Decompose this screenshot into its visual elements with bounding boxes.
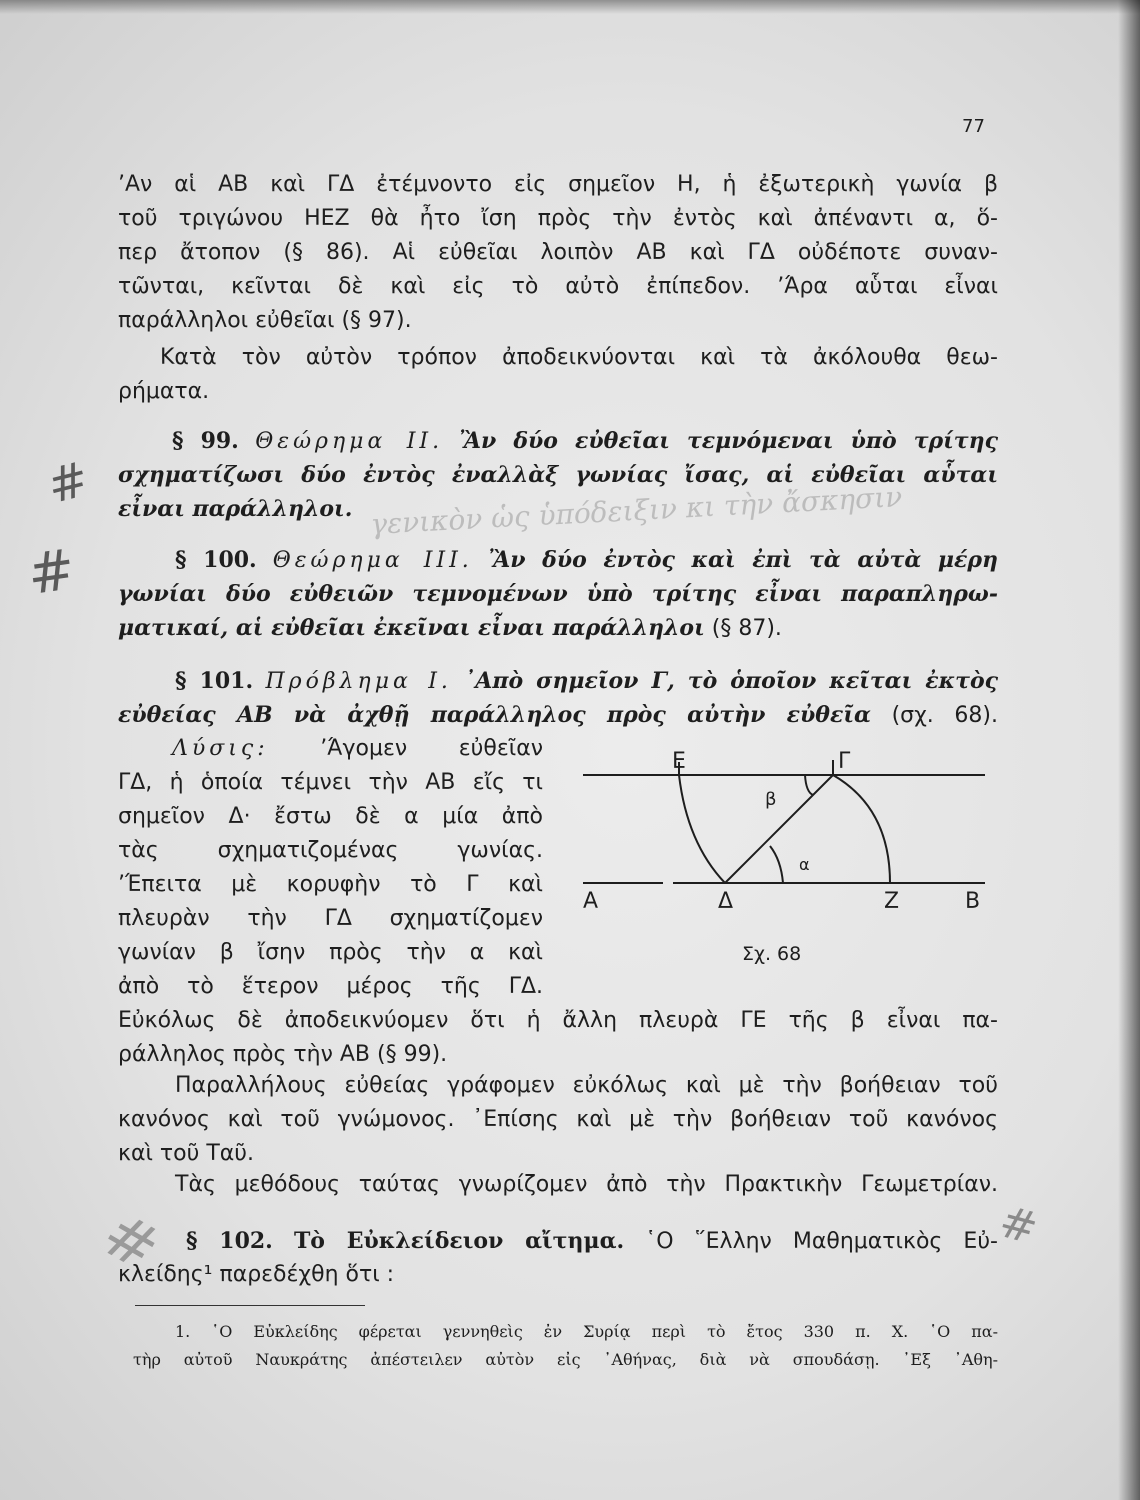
footnote-line: τὴρ αὐτοῦ Ναυκράτης ἀπέστειλεν αὐτὸν εἰς ᾿Αθήνας, διὰ νὰ σπουδάσῃ. ᾿Εξ ᾿Αθη- xyxy=(133,1350,998,1369)
label-G: Γ xyxy=(838,749,851,774)
text-line: Παραλλήλους εὐθείας γράφομεν εὐκόλως καὶ μὲ τὴν βοήθειαν τοῦ xyxy=(175,1073,998,1098)
section-title: Τὸ Εὐκλείδειον αἴτημα. xyxy=(293,1228,625,1254)
theorem-text: σχηματίζωσι δύο ἐντὸς ἐναλλὰξ γωνίας ἴσας, αἱ εὐθεῖαι αὗται xyxy=(118,462,998,488)
reference: (§ 87). xyxy=(711,616,782,641)
text-line: παράλληλοι εὐθεῖαι (§ 97). xyxy=(118,308,412,333)
label-alpha: α xyxy=(799,855,810,874)
text-line: τῶνται, κεῖνται δὲ καὶ εἰς τὸ αὐτὸ ἐπίπεδον. ’Άρα αὗται εἶναι xyxy=(118,274,998,299)
section-number: § 100. xyxy=(175,547,257,573)
theorem-text-last xyxy=(118,611,998,646)
binding-shadow xyxy=(1118,0,1140,1500)
hash-mark: # xyxy=(23,537,80,608)
text-line: Κατὰ τὸν αὐτὸν τρόπον ἀποδεικνύονται καὶ τὰ ἀκόλουθα θεω- xyxy=(160,345,998,370)
text-line: ἀπὸ τὸ ἕτερον μέρος τῆς ΓΔ. xyxy=(118,974,543,999)
problem-text: εὐθείας ΑΒ νὰ ἀχθῇ παράλληλος πρὸς αὐτὴν εὐθεῖα xyxy=(118,702,871,728)
pencil-handwriting: γενικὸν ὡς ὑπόδειξιν κι τὴν ἄσκησιν xyxy=(369,480,903,541)
figure-68 xyxy=(575,748,995,973)
figure-caption: Σχ. 68 xyxy=(742,943,802,965)
figure-reference: (σχ. 68). xyxy=(891,703,998,728)
hash-mark: # xyxy=(994,1196,1043,1255)
theorem-text: εἶναι παράλληλοι. xyxy=(118,496,353,522)
arc-right xyxy=(833,775,890,883)
arc-left xyxy=(679,775,725,883)
text-line: κλείδης¹ παρεδέχθη ὅτι : xyxy=(118,1262,395,1287)
theorem-99-heading xyxy=(172,424,998,459)
page-number: 77 xyxy=(962,116,985,137)
solution-first-line xyxy=(172,732,543,766)
angle-beta-arc xyxy=(805,775,813,795)
label-Z: Ζ xyxy=(884,889,900,914)
solution-label: Λύσις: xyxy=(172,736,269,761)
angle-alpha-arc xyxy=(770,846,783,883)
text-line: σημεῖον Δ· ἔστω δὲ α μία ἀπὸ xyxy=(118,804,543,829)
problem-text: ᾿Απὸ σημεῖον Γ, τὸ ὁποῖον κεῖται ἐκτὸς xyxy=(464,668,999,694)
section-number: § 99. xyxy=(172,428,239,454)
label-D: Δ xyxy=(718,889,734,914)
text-line: ’Έπειτα μὲ κορυφὴν τὸ Γ καὶ xyxy=(118,872,543,897)
label-E: Ε xyxy=(672,749,686,774)
section-number: § 101. xyxy=(175,668,254,694)
label-B: Β xyxy=(965,889,981,914)
text-line: ’Αν αἱ ΑΒ καὶ ΓΔ ἐτέμνοντο εἰς σημεῖον Η, ἡ ἐξωτερικὴ γωνία β xyxy=(118,172,998,197)
text-line: ράλληλος πρὸς τὴν ΑΒ (§ 99). xyxy=(118,1042,448,1067)
theorem-label: Θεώρημα ΙΙΙ. xyxy=(272,548,473,573)
section-number: § 102. xyxy=(186,1228,273,1254)
text-line: πλευρὰν τὴν ΓΔ σχηματίζομεν xyxy=(118,906,543,931)
text-line: τὰς σχηματιζομένας γωνίας. xyxy=(118,838,543,863)
text-line: ρήματα. xyxy=(118,379,210,404)
theorem-text: γωνίαι δύο εὐθειῶν τεμνομένων ὑπὸ τρίτης εἶναι παραπληρω- xyxy=(118,581,998,607)
solution-text: ’Άγομεν εὐθεῖαν xyxy=(320,736,543,761)
hash-mark: # xyxy=(90,1196,172,1287)
theorem-text: Ἂν δύο εὐθεῖαι τεμνόμεναι ὑπὸ τρίτης xyxy=(459,428,998,454)
text-line: γωνίαν β ἴσην πρὸς τὴν α καὶ xyxy=(118,940,543,965)
footnote-rule xyxy=(135,1305,365,1306)
problem-label: Πρόβλημα Ι. xyxy=(265,669,452,694)
theorem-100-heading xyxy=(175,543,998,578)
label-A: Α xyxy=(583,889,599,914)
label-beta: β xyxy=(765,789,777,810)
text-line: Εὐκόλως δὲ ἀποδεικνύομεν ὅτι ἡ ἄλλη πλευρὰ ΓΕ τῆς β εἶναι πα- xyxy=(118,1008,998,1033)
text-line: καὶ τοῦ Ταῦ. xyxy=(118,1141,254,1166)
theorem-label: Θεώρημα ΙΙ. xyxy=(255,429,444,454)
problem-text-line xyxy=(118,698,998,733)
text-line: κανόνος καὶ τοῦ γνώμονος. ᾿Επίσης καὶ μὲ τὴν βοήθειαν τοῦ κανόνος xyxy=(118,1107,998,1132)
text-line: Τὰς μεθόδους ταύτας γνωρίζομεν ἀπὸ τὴν Πρακτικὴν Γεωμετρίαν. xyxy=(175,1172,998,1197)
transversal-GD xyxy=(725,775,833,883)
top-shadow xyxy=(0,0,1140,14)
problem-101-heading xyxy=(175,664,998,699)
footnote-line: 1. ῾Ο Εὐκλείδης φέρεται γεννηθεὶς ἐν Συρίᾳ περὶ τὸ ἔτος 330 π. Χ. ῾Ο πα- xyxy=(175,1322,998,1341)
theorem-text: Ἂν δύο ἐντὸς καὶ ἐπὶ τὰ αὐτὰ μέρη xyxy=(488,547,998,573)
theorem-text: ματικαί, αἱ εὐθεῖαι ἐκεῖναι εἶναι παράλληλοι xyxy=(118,615,705,641)
text-line: περ ἄτοπον (§ 86). Αἱ εὐθεῖαι λοιπὸν ΑΒ καὶ ΓΔ οὐδέποτε συναν- xyxy=(118,240,998,265)
section-text: ῾Ο ῞Ελλην Μαθηματικὸς Εὐ- xyxy=(645,1229,998,1254)
text-line: ΓΔ, ἡ ὁποία τέμνει τὴν ΑΒ εἴς τι xyxy=(118,770,543,795)
hash-mark: # xyxy=(41,450,95,516)
section-102-heading xyxy=(186,1224,998,1259)
text-line: τοῦ τριγώνου ΗΕΖ θὰ ἦτο ἴση πρὸς τὴν ἐντὸς καὶ ἀπέναντι α, ὅ- xyxy=(118,206,998,231)
